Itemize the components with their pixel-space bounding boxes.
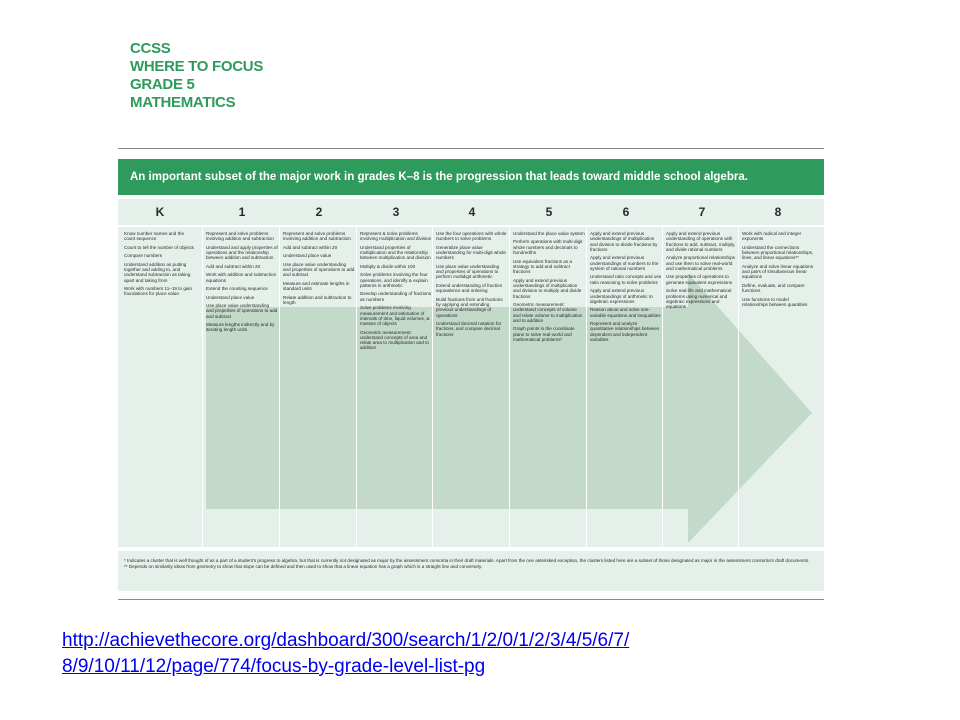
cluster-item: Represent & solve problems involving multiplication and division — [360, 231, 432, 242]
grade-label-2: 2 — [315, 205, 323, 219]
grade-column-7 — [666, 231, 738, 313]
cluster-item: Apply and extend previous understandings of numbers to the system of rational numbers — [590, 255, 659, 271]
cluster-item: Understand the place value system — [513, 231, 585, 236]
cluster-item: Count to tell the number of objects — [124, 244, 194, 250]
title-line-grade: GRADE 5 — [130, 76, 195, 93]
cluster-item: Apply and extend previous understanding of operations with fractions to add, subtract, multiply, and divide rational numbers — [666, 231, 736, 252]
cluster-item: Know number names and the count sequence — [124, 231, 185, 242]
cluster-item: Work with addition and subtraction equations — [206, 272, 277, 283]
cluster-item: Solve real-life and mathematical problems using numerical and algebraic expressions and equations — [666, 288, 732, 310]
cluster-item: Analyze and solve linear equations and pairs of simultaneous linear equations — [742, 263, 813, 280]
cluster-item: Add and subtract within 20 — [283, 244, 338, 250]
cluster-item: Multiply & divide within 100 — [360, 263, 416, 269]
cluster-item: Solve problems involving the four operations, and identify & explain patterns in arithmetic — [360, 272, 428, 288]
cluster-item: Measure lengths indirectly and by iterating length units — [206, 322, 275, 333]
cluster-item: Reason about and solve one-variable equations and inequalities — [590, 307, 661, 318]
cluster-item: Solve problems involving measurement and estimation of intervals of time, liquid volumes, & masses of objects — [360, 305, 430, 327]
grade-column-1 — [206, 231, 278, 336]
cluster-item: Understand and apply properties of operations and the relationship between addition and subtraction — [206, 244, 278, 261]
cluster-item: Compare numbers — [124, 253, 163, 259]
grade-column-8 — [742, 231, 814, 311]
cluster-item: Use properties of operations to generate equivalent expressions — [666, 274, 733, 285]
cluster-item: Work with numbers 11–19 to gain foundations for place value — [124, 286, 193, 297]
footnotes — [118, 551, 824, 591]
cluster-item: Use functions to model relationships between quantities — [742, 296, 808, 308]
cluster-item: Define, evaluate, and compare functions — [742, 282, 805, 294]
cluster-item: Use the four operations with whole numbers to solve problems — [436, 231, 507, 242]
cluster-item: Understand ratio concepts and use ratio reasoning to solve problems — [590, 274, 662, 285]
grade-label-7: 7 — [698, 205, 706, 219]
grade-label-1: 1 — [238, 205, 246, 219]
grade-label-6: 6 — [622, 205, 630, 219]
figure-banner: An important subset of the major work in grades K–8 is the progression that leads toward middle school algebra. — [118, 159, 824, 195]
cluster-item: Understand the connections between proportional relationships, lines, and linear equations** — [742, 244, 814, 261]
cluster-item: Understand place value — [206, 294, 255, 300]
cluster-item: Extend understanding of fraction equivalence and ordering — [436, 282, 503, 294]
cluster-item: Apply and extend previous understandings of multiplication and division to multiply and divide fractions — [513, 277, 582, 299]
cluster-item: Represent and solve problems involving addition and subtraction — [206, 231, 274, 242]
title-line-ccss: CCSS — [130, 40, 171, 57]
cluster-item: Understand place value — [283, 253, 332, 259]
cluster-item: Apply and extend previous understandings of multiplication and division to divide fractions by fractions — [590, 231, 658, 252]
footnote-1: * Indicates a cluster that is well thought of as a part of a student's progress to algebra, but that is currently not designated as major by the assessment consortia in their draft materials. Apart from the one asterisked exception, the clusters listed here are a subset of those designated as major in the assessment consortia's draft documents. — [124, 558, 810, 563]
column-divider — [356, 227, 357, 547]
column-divider — [662, 227, 663, 547]
column-divider — [738, 227, 739, 547]
column-divider — [432, 227, 433, 547]
source-link-line-1: http://achievethecore.org/dashboard/300/search/1/2/0/1/2/3/4/5/6/7/ — [62, 630, 630, 651]
column-divider — [586, 227, 587, 547]
cluster-item: Work with radical and integer exponents — [742, 231, 802, 242]
grade-header-row — [118, 199, 824, 225]
source-link[interactable] — [62, 628, 802, 680]
cluster-item: Apply and extend previous understandings of arithmetic to algebraic expressions — [590, 288, 653, 304]
cluster-item: Represent and solve problems involving addition and subtraction — [283, 231, 351, 242]
cluster-item: Generalize place value understanding for multi-digit whole numbers — [436, 244, 506, 261]
progression-figure — [118, 148, 824, 600]
grade-label-3: 3 — [392, 205, 400, 219]
cluster-item: Use place value understanding and properties of operations to add and subtract — [206, 303, 278, 319]
footnote-2: ** Depends on similarity ideas from geometry to show that slope can be defined and then used to show that a linear equation has a graph which is a straight line and conversely. — [124, 563, 483, 569]
grade-column-k — [124, 231, 196, 300]
grade-label-k: K — [155, 205, 165, 219]
cluster-item: Geometric measurement: understand concepts of volume and relate volume to multiplication and to addition — [513, 302, 583, 323]
cluster-item: Use place value understanding and properties of operations to perform multidigit arithmetic — [436, 263, 500, 280]
cluster-item: Graph points in the coordinate plane to solve real-world and mathematical problems* — [513, 326, 575, 342]
cluster-item: Use place value understanding and properties of operations to add and subtract — [283, 261, 355, 278]
grade-column-2 — [283, 231, 355, 308]
cluster-item: Extend the counting sequence — [206, 286, 268, 292]
cluster-item: Add and subtract within 20 — [206, 263, 261, 269]
title-line-where-to-focus: WHERE TO FOCUS — [130, 58, 264, 75]
title-line-subject: MATHEMATICS — [130, 94, 236, 111]
cluster-item: Measure and estimate lengths in standard units — [283, 280, 350, 292]
cluster-item: Build fractions from unit fractions by applying and extending previous understandings of operations — [436, 296, 503, 318]
cluster-item: Understand decimal notation for fractions, and compare decimal fractions — [436, 321, 502, 337]
grade-column-3 — [360, 231, 432, 354]
column-divider — [509, 227, 510, 547]
cluster-item: Analyze proportional relationships and use them to solve real-world and mathematical problems — [666, 255, 735, 271]
cluster-item: Use equivalent fractions as a strategy to add and subtract fractions — [513, 258, 572, 275]
grade-column-6 — [590, 231, 662, 345]
cluster-item: Understand properties of multiplication and the relationship between multiplication and division — [360, 244, 431, 261]
cluster-item: Perform operations with multi-digit whole numbers and decimals to hundredths — [513, 239, 583, 256]
cluster-item: Geometric measurement: understand concepts of area and relate area to multiplication and to addition — [360, 329, 429, 351]
grade-column-5 — [513, 231, 585, 345]
grade-label-5: 5 — [545, 205, 553, 219]
grade-column-4 — [436, 231, 508, 340]
cluster-item: Develop understanding of fractions as numbers — [360, 291, 431, 302]
column-divider — [202, 227, 203, 547]
grade-label-4: 4 — [468, 205, 476, 219]
cluster-item: Relate addition and subtraction to length — [283, 294, 352, 305]
grade-label-8: 8 — [774, 205, 782, 219]
slide-title — [130, 40, 263, 112]
cluster-item: Understand addition as putting together and adding to, and understand subtraction as taking apart and taking from — [124, 261, 191, 283]
cluster-item: Represent and analyze quantitative relationships between dependent and independent variables — [590, 321, 660, 342]
column-divider — [279, 227, 280, 547]
source-link-line-2: 8/9/10/11/12/page/774/focus-by-grade-level-list-pg — [62, 656, 486, 677]
grade-columns-area — [118, 227, 824, 547]
